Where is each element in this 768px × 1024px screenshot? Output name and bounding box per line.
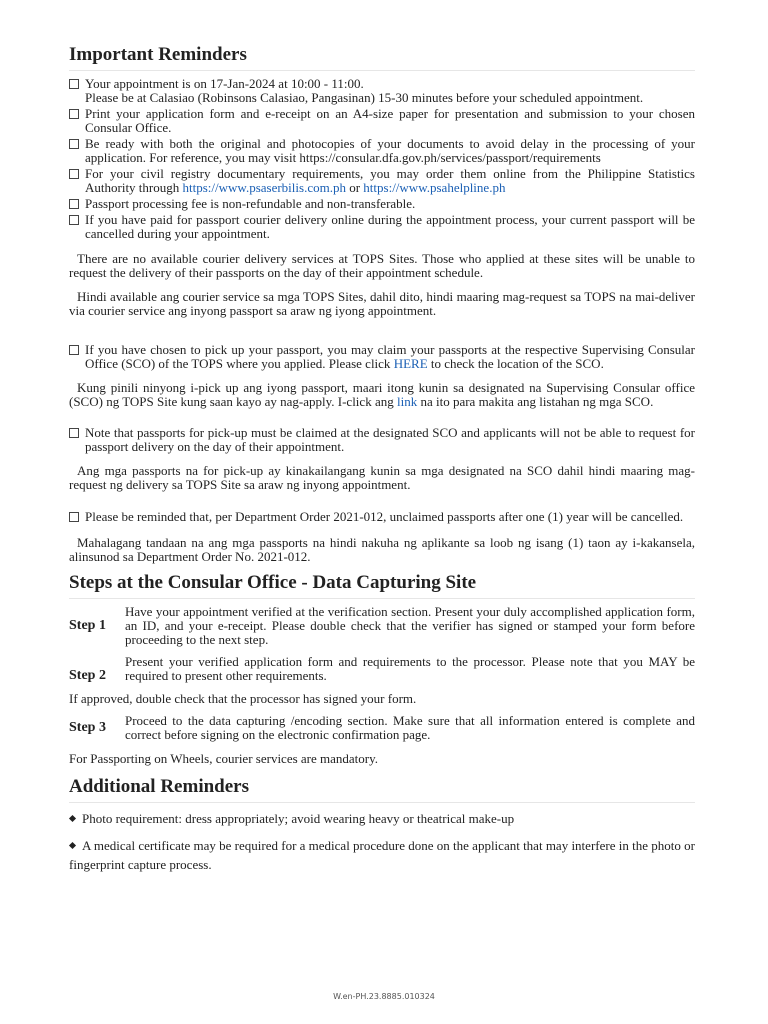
steps-table-2 <box>69 655 695 683</box>
checkbox-icon[interactable] <box>69 215 79 225</box>
approved-note: If approved, double check that the processor has signed your form. <box>69 691 417 706</box>
reminder-civil-registry <box>69 167 695 195</box>
step-3-label: Step 3 <box>69 720 106 735</box>
reminder-pickup-text-end: to check the location of the SCO. <box>427 356 604 371</box>
pickup-fil-text: Kung pinili ninyong i-pick up ang iyong passport, maari itong kunin sa designated na Supervising Consular office (SCO) ng TOPS Site kung saan kayo ay nag-apply. I-click ang <box>69 380 695 409</box>
important-reminders-list <box>69 77 695 241</box>
reminder-documents <box>69 137 695 165</box>
checkbox-icon[interactable] <box>69 428 79 438</box>
reminder-pickup-note <box>69 426 695 454</box>
checkbox-icon[interactable] <box>69 345 79 355</box>
reminder-pickup <box>69 343 695 371</box>
step-1-text: Have your appointment verified at the verification section. Present your duly accomplished application form, an ID, and your e-receipt. Please double check that the verifier has signed or stamped your form before proceeding to the next step. <box>125 604 695 647</box>
document-page <box>69 42 695 874</box>
additional-reminders-list <box>69 809 695 874</box>
reminder-unclaimed-text: Please be reminded that, per Department Order 2021-012, unclaimed passports after one (1) year will be cancelled. <box>85 509 684 524</box>
step-1-label: Step 1 <box>69 618 106 633</box>
steps-table <box>69 605 695 647</box>
step-2-row <box>69 655 695 683</box>
checkbox-icon[interactable] <box>69 199 79 209</box>
bullet-medical <box>69 836 695 874</box>
pickup-fil-text-end: na ito para makita ang listahan ng mga SCO. <box>417 394 654 409</box>
pickup-fil <box>69 381 695 409</box>
reminder-civil-registry-text: For your civil registry documentary requirements, you may order them online from the Philippine Statistics Authority through <box>85 166 695 195</box>
sco-list-link[interactable]: link <box>396 394 418 409</box>
steps-heading: Steps at the Consular Office - Data Capturing Site <box>69 570 695 599</box>
checkbox-icon[interactable] <box>69 109 79 119</box>
pickup-note-fil: Ang mga passports na for pick-up ay kinakailangang kunin sa mga designated na SCO dahil hindi maaring mag-request ng delivery sa TOPS Site sa araw ng inyong appointment. <box>69 463 695 492</box>
reminder-courier-paid-text: If you have paid for passport courier delivery online during the appointment process, your current passport will be cancelled during your appointment. <box>85 212 695 241</box>
steps-table-3 <box>69 714 695 742</box>
reminder-courier-paid <box>69 213 695 241</box>
courier-unavailable-en: There are no available courier delivery services at TOPS Sites. Those who applied at these sites will be unable to request the delivery of their passports on the day of their appointment schedule. <box>69 251 695 280</box>
important-reminders-heading: Important Reminders <box>69 42 695 71</box>
reminder-pickup-note-text: Note that passports for pick-up must be claimed at the designated SCO and applicants will not be able to request for passport delivery on the day of their appointment. <box>85 425 695 454</box>
checkbox-icon[interactable] <box>69 512 79 522</box>
additional-reminders-heading: Additional Reminders <box>69 774 695 803</box>
reminder-pickup-text: If you have chosen to pick up your passport, you may claim your passports at the respective Supervising Consular Office (SCO) of the TOPS where you applied. Please click <box>85 342 695 371</box>
courier-unavailable-fil: Hindi available ang courier service sa mga TOPS Sites, dahil dito, hindi maaring mag-request sa TOPS na mai-deliver via courier service ang inyong passport sa araw ng iyong appointment. <box>69 289 695 318</box>
bullet-photo <box>69 809 695 828</box>
psahelpline-link[interactable]: https://www.psahelpline.ph <box>363 180 506 195</box>
checkbox-icon[interactable] <box>69 139 79 149</box>
checkbox-icon[interactable] <box>69 169 79 179</box>
reminder-appointment-time: Your appointment is on 17-Jan-2024 at 10:00 - 11:00. <box>85 76 364 91</box>
sco-here-link[interactable]: HERE <box>393 356 428 371</box>
step-2-text: Present your verified application form and requirements to the processor. Please note that you MAY be required to present other requirements. <box>125 654 695 683</box>
unclaimed-fil: Mahalagang tandaan na ang mga passports na hindi nakuha ng aplikante sa loob ng isang (1) taon ay i-kakansela, alinsunod sa Department Order No. 2021-012. <box>69 535 695 564</box>
reminder-documents-text: Be ready with both the original and photocopies of your documents to avoid delay in the processing of your application. For reference, you may visit https://consular.dfa.gov.ph/services/passport/requirements <box>85 136 695 165</box>
step-3-row <box>69 714 695 742</box>
step-2-label: Step 2 <box>69 668 106 683</box>
bullet-icon <box>69 815 76 822</box>
reminder-print-text: Print your application form and e-receipt on an A4-size paper for presentation and submission to your chosen Consular Office. <box>85 106 695 135</box>
bullet-medical-text: A medical certificate may be required for a medical procedure done on the applicant that may interfere in the photo or fingerprint capture process. <box>69 838 695 872</box>
reminder-print <box>69 107 695 135</box>
reminder-unclaimed <box>69 510 695 524</box>
reminder-fee-text: Passport processing fee is non-refundable and non-transferable. <box>85 196 416 211</box>
step-3-text: Proceed to the data capturing /encoding section. Make sure that all information entered is complete and correct before signing on the electronic confirmation page. <box>125 713 695 742</box>
reminder-fee <box>69 197 695 211</box>
step-1-row <box>69 605 695 647</box>
wheels-note: For Passporting on Wheels, courier services are mandatory. <box>69 751 379 766</box>
reminder-civil-registry-or: or <box>345 180 364 195</box>
psaserbilis-link[interactable]: https://www.psaserbilis.com.ph <box>182 180 346 195</box>
reminder-appointment <box>69 77 695 105</box>
checkbox-icon[interactable] <box>69 79 79 89</box>
reminder-appointment-location: Please be at Calasiao (Robinsons Calasiao, Pangasinan) 15-30 minutes before your scheduled appointment. <box>85 90 644 105</box>
bullet-photo-text: Photo requirement: dress appropriately; avoid wearing heavy or theatrical make-up <box>82 811 515 826</box>
document-code-footer: W.en-PH.23.8885.010324 <box>333 992 435 1001</box>
